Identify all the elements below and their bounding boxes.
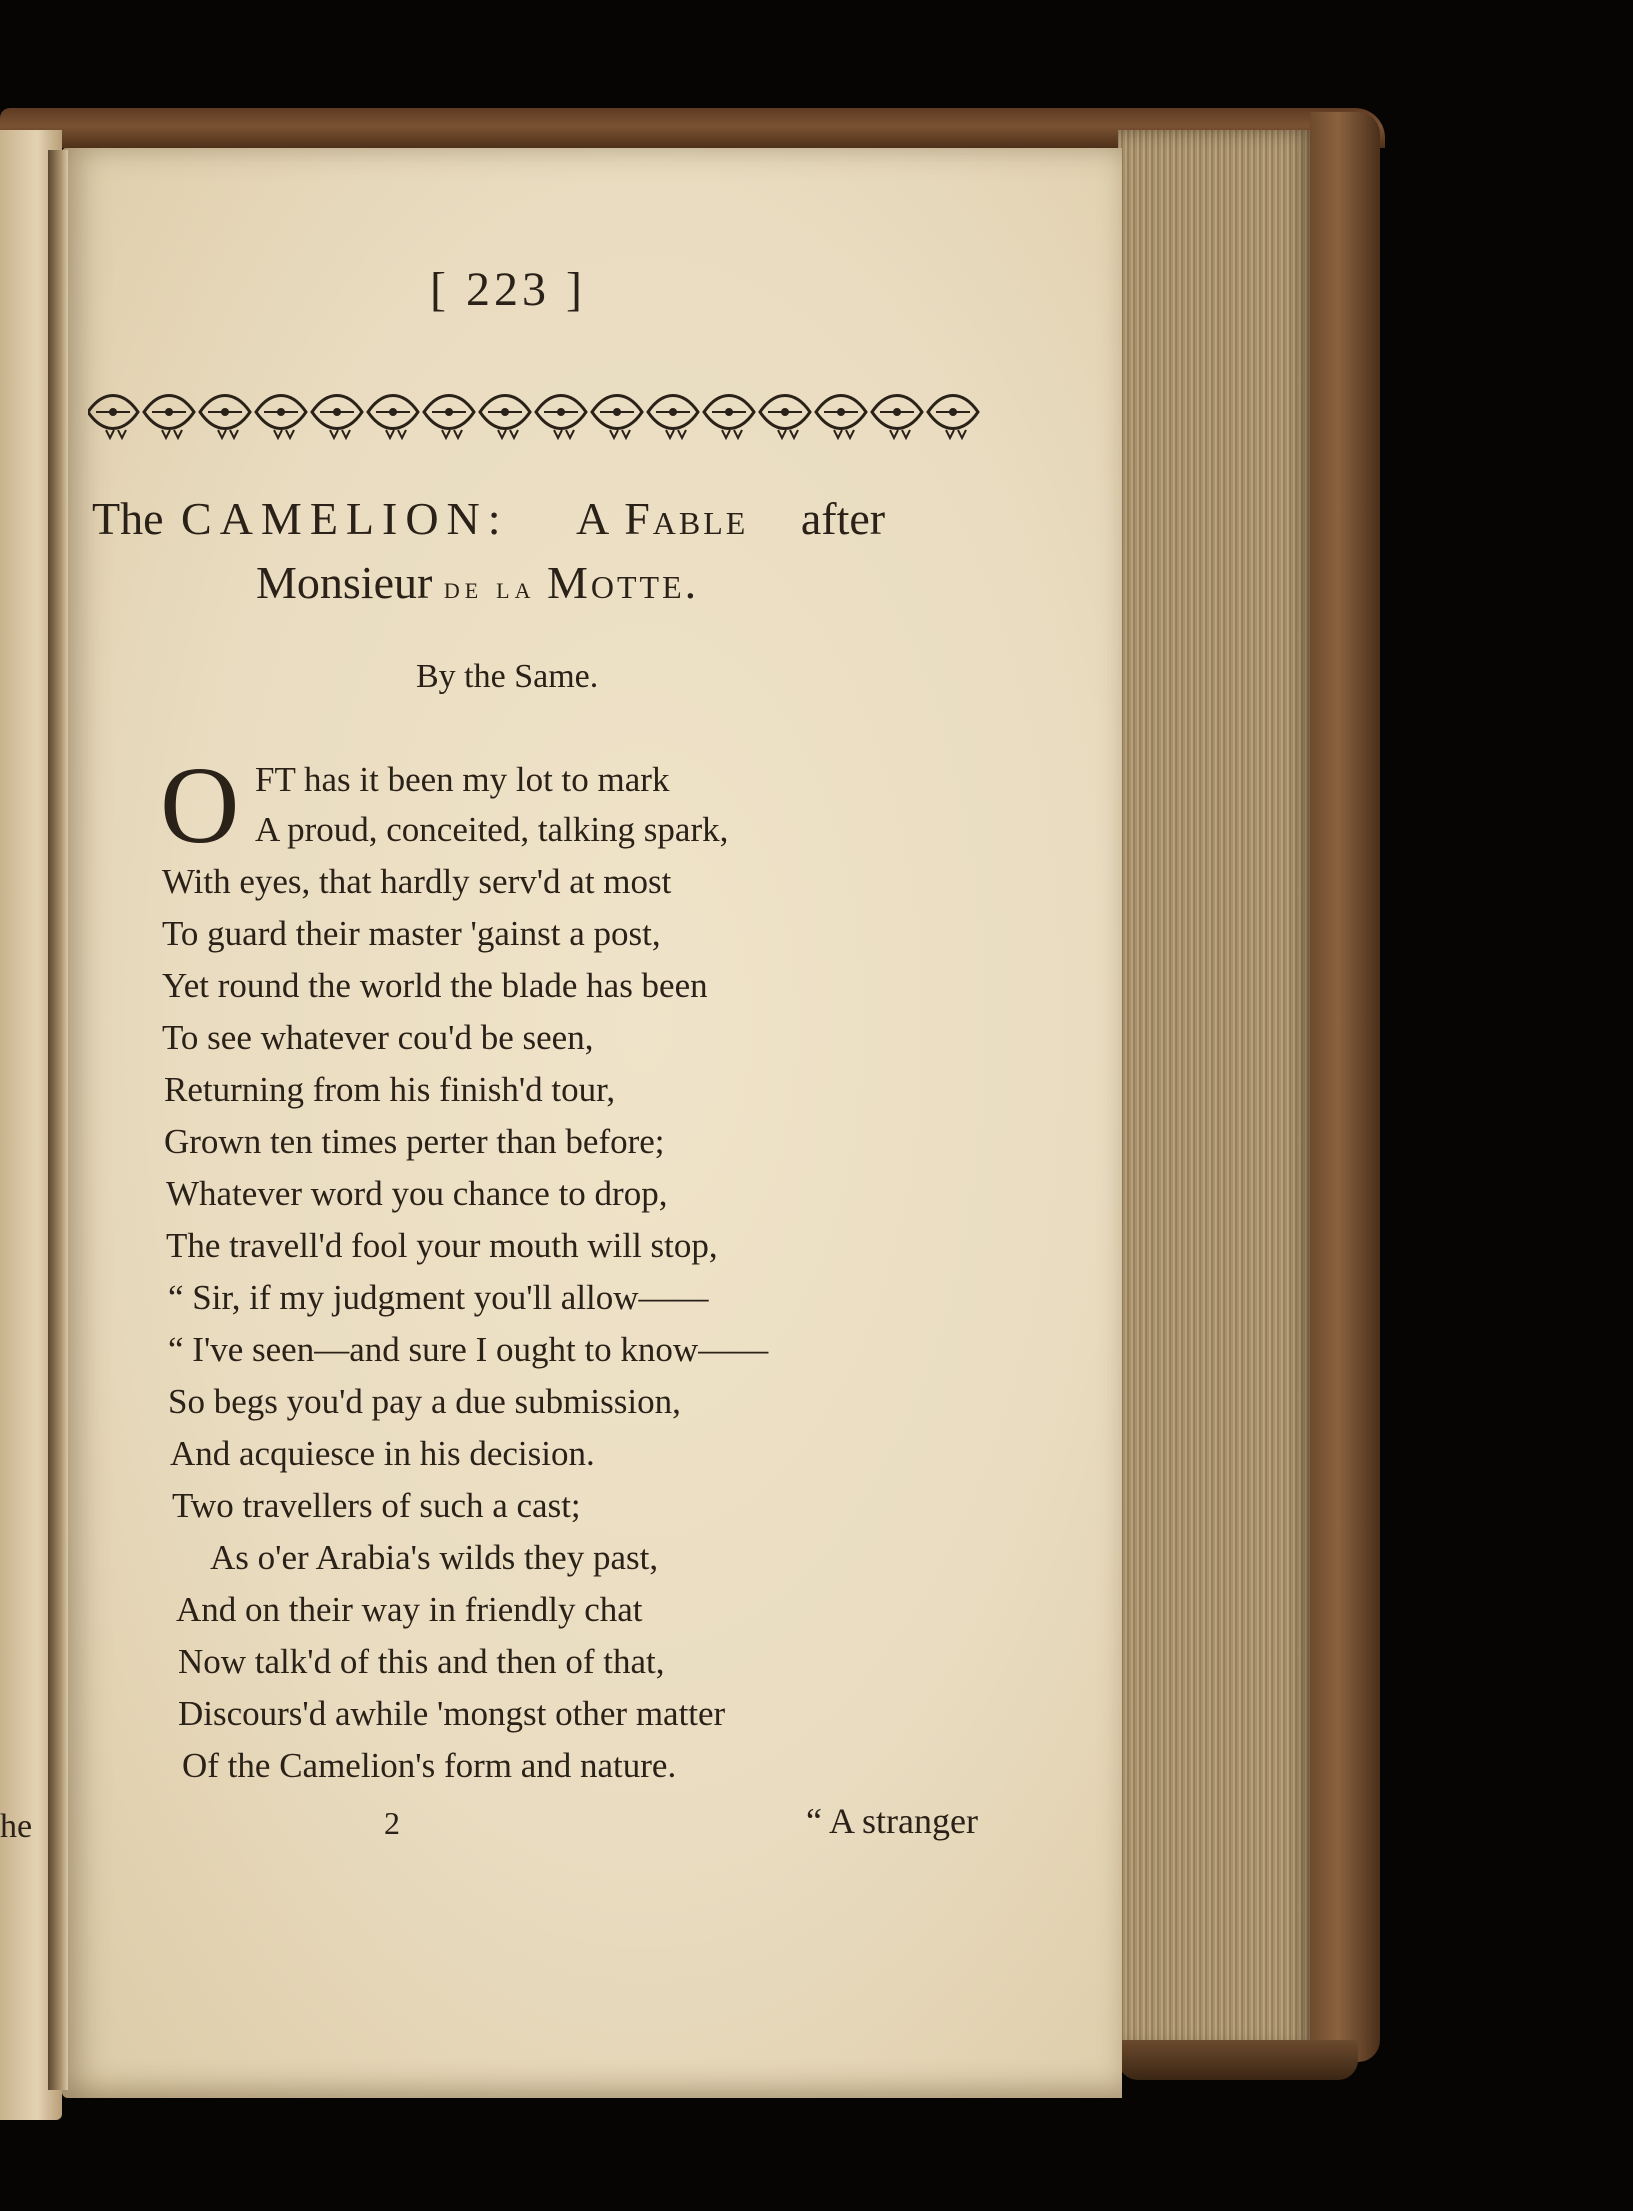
poem-line: “ I've seen—and sure I ought to know—— — [168, 1330, 769, 1369]
poem-line: With eyes, that hardly serv'd at most — [162, 862, 672, 901]
title-word-motte: Motte. — [546, 557, 700, 608]
poem-line: So begs you'd pay a due submission, — [168, 1382, 681, 1421]
poem-line: The travell'd fool your mouth will stop, — [166, 1226, 718, 1265]
poem-line-1: FT has it been my lot to mark — [255, 760, 670, 799]
title-word-after: after — [800, 493, 886, 544]
poem-byline: By the Same. — [416, 658, 599, 695]
catchword: “ A stranger — [806, 1801, 978, 1841]
page-number: [ 223 ] — [430, 263, 586, 316]
title-word-a: A — [576, 493, 607, 544]
ornamental-border-icon — [88, 382, 988, 442]
title-word-camelion: CAMELION: — [181, 493, 509, 544]
signature-mark: 2 — [384, 1805, 400, 1841]
left-page-text-fragment: he — [0, 1808, 33, 1845]
title-word-fable: Fable — [624, 493, 749, 544]
poem-line: Of the Camelion's form and nature. — [182, 1746, 677, 1785]
poem-line: A proud, conceited, talking spark, — [255, 810, 729, 849]
poem-title-line-1 — [92, 492, 885, 545]
poem-line: And on their way in friendly chat — [176, 1590, 643, 1629]
book-gutter — [48, 150, 68, 2090]
poem-title-line-2 — [256, 556, 699, 609]
title-word-the: The — [92, 493, 164, 544]
poem-line: Discours'd awhile 'mongst other matter — [178, 1694, 726, 1733]
drop-cap: O — [160, 744, 240, 866]
poem-line: Two travellers of such a cast; — [172, 1486, 581, 1525]
book-cover-bottom-edge — [1118, 2040, 1358, 2080]
poem-line: Yet round the world the blade has been — [162, 966, 708, 1005]
poem-line: And acquiesce in his decision. — [170, 1434, 595, 1473]
poem-line: As o'er Arabia's wilds they past, — [210, 1538, 659, 1577]
poem-line: To guard their master 'gainst a post, — [162, 914, 661, 953]
poem-line: Whatever word you chance to drop, — [166, 1174, 668, 1213]
book-cover-spine-edge — [1310, 112, 1380, 2062]
poem-line: Grown ten times perter than before; — [164, 1122, 665, 1161]
poem-line: To see whatever cou'd be seen, — [162, 1018, 594, 1057]
poem-line: “ Sir, if my judgment you'll allow—— — [168, 1278, 709, 1317]
page-block-edges — [1118, 130, 1314, 2050]
title-word-monsieur: Monsieur — [256, 557, 433, 608]
poem-line: Returning from his finish'd tour, — [164, 1070, 616, 1109]
title-word-de-la: de la — [443, 569, 536, 605]
poem-line: Now talk'd of this and then of that, — [178, 1642, 665, 1681]
